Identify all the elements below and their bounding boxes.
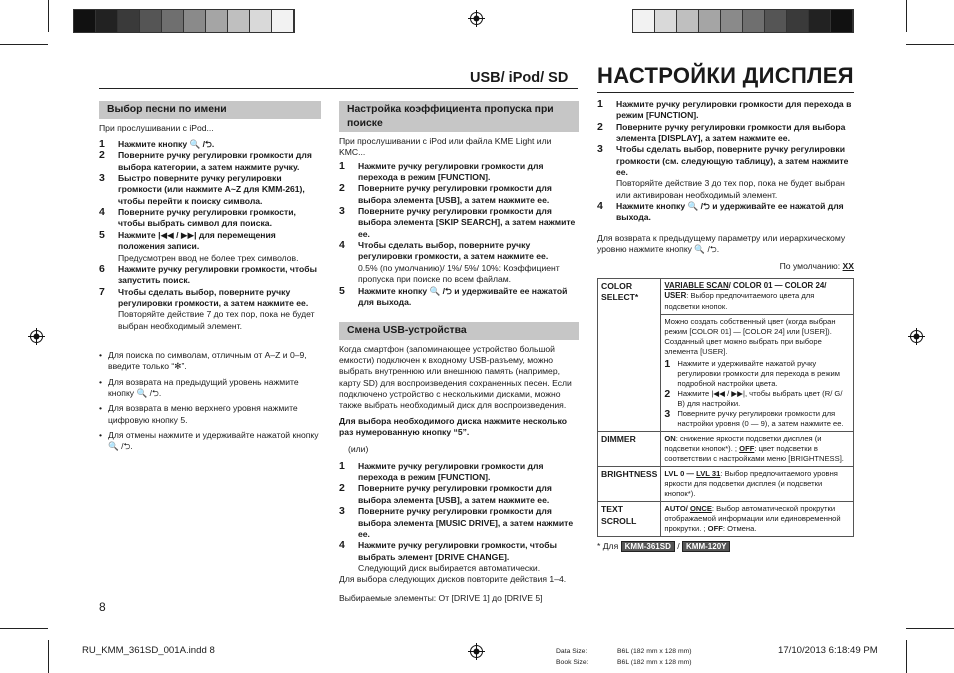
file-name: RU_KMM_361SD_001A.indd 8 [82,645,215,656]
step: 4 Нажмите кнопку 🔍 /⮌ и удерживайте ее нажатой для выхода. [597,200,844,223]
page-number: 8 [99,600,106,614]
crop-mark [906,0,907,32]
book-size: B6L (182 mm x 128 mm) [617,659,692,666]
setting-value: AUTO/ ONCE: Выбор автоматической прокрутки отображаемой информации или единовременной прокрутки. ; OFF: Отмена. [661,502,854,537]
settings-table [597,278,854,538]
crop-mark [0,628,48,629]
step: 1 Нажмите ручку регулировки громкости для перехода в режим [FUNCTION]. [339,159,544,183]
step: 2 Поверните ручку регулировки громкости для выбора элемента [USB], а затем нажмите ее. [339,182,552,205]
step: 4 Поверните ручку регулировки громкости, чтобы выбрать символ для поиска. [99,206,296,229]
table-row [598,432,854,467]
color-bar-left [73,9,295,33]
header-rule [597,92,854,93]
table-row [598,467,854,502]
or-text: (или) [348,444,369,455]
step: 6 Нажмите ручку регулировки громкости, чтобы запустить поиск. [99,262,317,286]
footnote: * Для KMM-361SD / KMM-120Y [597,541,854,553]
setting-value: LVL 0 — LVL 31: Выбор предпочитаемого уровня яркости для подсветки дисплея (и подсветки кнопок*). [661,467,854,502]
setting-label: TEXT SCROLL [598,502,661,537]
registration-mark-icon [28,328,45,345]
book-size-label: Book Size: [556,659,589,666]
registration-mark-icon [468,643,485,660]
table-row [598,278,854,314]
data-size-label: Data Size: [556,648,588,655]
data-size: B6L (182 mm x 128 mm) [617,648,692,655]
column-song-search [99,101,321,453]
intro-text: При прослушивании с iPod или файла KME Light или KMC... [339,136,552,158]
bullet-item: • Для отмены нажмите и удерживайте нажатой кнопку 🔍 /⮌. [99,429,319,452]
bullet-item: • Для возврата на предыдущий уровень нажмите кнопку 🔍 /⮌. [99,376,299,398]
step: 1 Нажмите ручку регулировки громкости для перехода в режим [FUNCTION]. [597,98,852,121]
color-bar-right [632,9,854,33]
step: 5 Нажмите кнопку 🔍 /⮌ и удерживайте ее нажатой для выхода. [339,284,568,307]
step: 3 Поверните ручку регулировки громкости для выбора элемента [SKIP SEARCH], а затем нажмите ее. [339,205,576,239]
setting-value: ON: снижение яркости подсветки дисплея (и подсветки кнопок*). ; OFF: цвет подсветки в соответствии с настройками меню [BRIGHTNESS]. [661,432,854,467]
header-rule [99,88,578,89]
step: 4 Нажмите ручку регулировки громкости, чтобы выбрать элемент [DRIVE CHANGE]. Следующий диск выбирается автоматически. [339,539,557,573]
step: 2 Поверните ручку регулировки громкости для выбора категории, а затем нажмите ручку. [99,149,312,172]
step: 4 Чтобы сделать выбор, поверните ручку регулировки громкости, а затем нажмите ее. 0.5% (по умолчанию)/ 1%/ 5%/ 10%: Коэффициент пропуска при поиске по всем файлам. [339,239,560,285]
body-text: Когда смартфон (запоминающее устройство большой емкости) подключен к входному USB-разъему, можно выбрать внутреннюю или внешнюю память (например, карту SD) для воспроизведения сохраненных песен. Если подключено устройство с несколькими дисками, можно также выбрать необходимый диск для воспроизведения. [339,343,572,411]
setting-label: DIMMER [598,432,661,467]
bullet-item: • Для поиска по символам, отличным от A–Z и 0–9, введите только “✻”. [99,349,307,372]
crop-mark [906,628,954,629]
model-badge: KMM-120Y [682,541,730,552]
section-title: Настройка коэффициента пропуска при поиске [339,101,579,132]
step: 1 Нажмите кнопку 🔍 /⮌. [99,137,215,150]
default-note: По умолчанию: XX [779,261,854,272]
bold-instruction: Для выбора необходимого диска нажмите несколько раз нумерованную кнопку “5”. [339,415,568,438]
column-display-settings [597,99,854,553]
table-row [598,502,854,537]
bullet-item: • Для возврата в меню верхнего уровня нажмите цифровую кнопку 5. [99,403,298,425]
setting-label: BRIGHTNESS [598,467,661,502]
page-title: НАСТРОЙКИ ДИСПЛЕЯ [597,63,854,88]
step: 2 Поверните ручку регулировки громкости для выбора элемента [DISPLAY], а затем нажмите ее. [597,120,846,144]
setting-detail: Можно создать собственный цвет (когда выбран режим [COLOR 01] — [COLOR 24] или [USER]). Созданный цвет можно выбрать при выборе элемента [USER]. 1 Нажмите и удерживайте нажатой ручку регулировки громкости для перехода в режим подробной настройки цвета. 2 Нажмите |◀◀ / ▶▶|, чтобы выбрать цвет (R/ G/ B) для настройки. 3 Поверните ручку регулировки громкости для настройки уровня (0 — 9), а затем нажмите ее. [661,315,854,432]
back-text: Для возврата к предыдущему параметру или иерархическому уровню нажмите кнопку 🔍 /⮌. [597,232,846,255]
column-skip-and-usb [339,101,579,604]
step: 3 Быстро поверните ручку регулировки громкости (или нажмите A~Z для KMM-261), чтобы перейти к поиску символа. [99,172,305,206]
crop-mark [48,640,49,673]
timestamp: 17/10/2013 6:18:49 PM [778,645,878,656]
intro-text: При прослушивании с iPod... [99,122,214,133]
crop-mark [906,640,907,673]
section-header-usb: USB/ iPod/ SD [470,70,569,86]
registration-mark-icon [468,10,485,27]
after-text: Для выбора следующих дисков повторите действия 1–4. [339,574,567,585]
step: 2 Поверните ручку регулировки громкости для выбора элемента [USB], а затем нажмите ее. [339,482,552,505]
step: 3 Чтобы сделать выбор, поверните ручку регулировки громкости (см. следующую таблицу), а затем нажмите ее. Повторяйте действие 3 до тех пор, пока не будет выбран или активирован необходимый элемент. [597,143,849,200]
registration-mark-icon [908,328,925,345]
setting-label: COLOR SELECT* [598,278,661,431]
model-badge: KMM-361SD [621,541,675,552]
crop-mark [906,44,954,45]
step: 5 Нажмите |◀◀ / ▶▶| для перемещения положения записи. Предусмотрен ввод не более трех символов. [99,228,299,263]
step: 3 Поверните ручку регулировки громкости для выбора элемента [MUSIC DRIVE], а затем нажмите ее. [339,505,574,539]
section-title: Смена USB-устройства [339,322,579,340]
setting-value: VARIABLE SCAN/ COLOR 01 — COLOR 24/ USER: Выбор предпочитаемого цвета для подсветки кнопок. [661,278,854,314]
crop-mark [48,0,49,32]
selectable-text: Выбираемые элементы: От [DRIVE 1] до [DRIVE 5] [339,592,543,603]
step: 7 Чтобы сделать выбор, поверните ручку регулировки громкости, а затем нажмите ее. Повторяйте действие 7 до тех пор, пока не будет выбран необходимый элемент. [99,285,315,331]
step: 1 Нажмите ручку регулировки громкости для перехода в режим [FUNCTION]. [339,459,544,483]
crop-mark [0,44,48,45]
section-title: Выбор песни по имени [99,101,321,119]
